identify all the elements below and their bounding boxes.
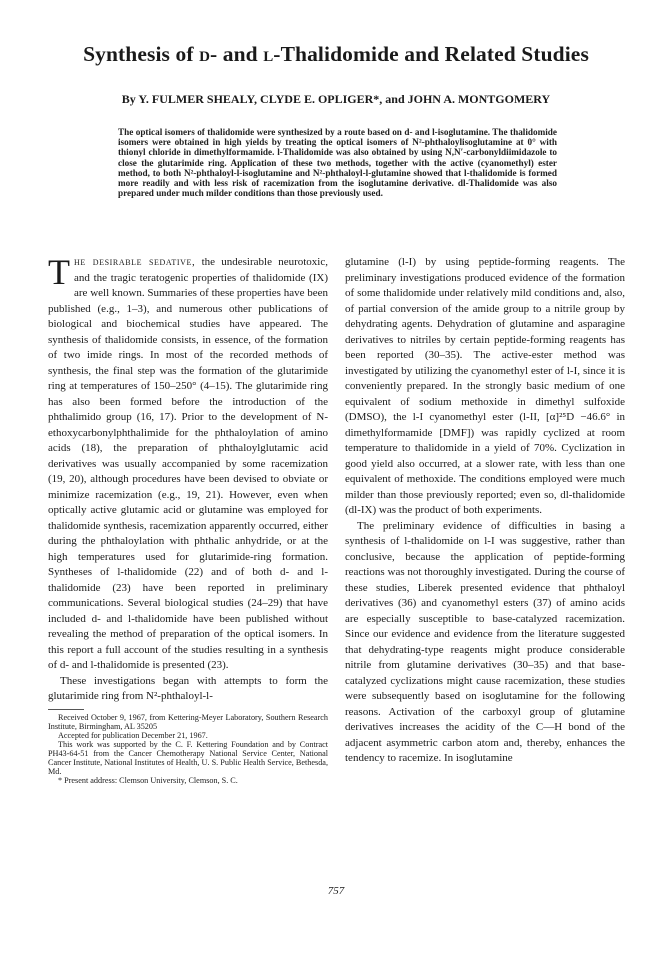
footnote: Received October 9, 1967, from Kettering-Meyer Laboratory, Southern Research Institute, Birmingham, AL 35205 xyxy=(48,712,328,731)
abstract: The optical isomers of thalidomide were synthesized by a route based on d- and l-isoglutamine. The thalidomide isomers were obtained in high yields by treating the optical isomers of N²-phthaloylisoglutamine at 0° with thionyl chloride in dimethylformamide. l-Thalidomide was also obtained by using N,N′-carbonyldiimidazole to close the glutarimide ring. Application of these two methods, together with the active (cyanomethyl) ester method, to both N²-phthaloyl-l-isoglutamine and N²-phthaloyl-l-glutamine showed that l-thalidomide is formed more readily and with less risk of racemization from the isoglutamine derivative. dl-Thalidomide was also prepared under much milder conditions than those previously used. xyxy=(118,127,557,199)
title-l-prefix: l- xyxy=(263,42,281,66)
title-part: and xyxy=(217,42,264,66)
footnote: This work was supported by the C. F. Kettering Foundation and by Contract PH43-64-51 from the Cancer Chemotherapy National Service Center, National Cancer Institute, National Institutes of Health, U. S. Public Health Service, Bethesda, Md. xyxy=(48,739,328,776)
footnote: Accepted for publication December 21, 1967. xyxy=(58,730,208,740)
title-d-prefix: d- xyxy=(199,42,218,66)
paragraph: The preliminary evidence of difficulties in basing a synthesis of l-thalidomide on l-I was suggestive, rather than conclusive, because the application of peptide-forming reactions was not thoroughly investigated. During the course of these studies, Liberek presented evidence that phthaloyl derivatives (36) and cyanomethyl esters (37) of amino acids are especially susceptible to base-catalyzed racemization. Since our evidence and evidence from the literature suggested that dehydrating-type reagents might produce considerable nitrile from glutamine derivatives (30–35) and that base-catalyzed cyclizations might cause racemization, these studies were subsequently based on isoglutamine for the following reasons. Activation of the carboxyl group of glutamine derivatives increases the acidity of the C—H bond of the adjacent asymmetric carbon atom and, thereby, enhances the tendency to racemize. In isoglutamine xyxy=(345,519,625,764)
footnotes xyxy=(48,713,328,785)
title-part: Synthesis of xyxy=(83,42,200,66)
title-part: Thalidomide and Related Studies xyxy=(280,42,589,66)
lead-in-text: he desirable sedative, xyxy=(74,256,196,268)
intro-paragraph xyxy=(48,252,328,674)
paragraph-text: the undesirable neurotoxic, and the tragic teratogenic properties of thalidomide (IX) are well known. Summaries of these properties have been published (e.g., 1–3), and numerous other publications of biological and biochemical studies have appeared. The synthesis of thalidomide consists, in essence, of the formation of two imide rings. In most of the recorded methods of synthesis, the final step was the formation of the glutarimide ring at temperatures of 150–250° (4–15). The glutarimide ring has also been formed before the introduction of the phthalimido group (16, 17). Prior to the development of N-ethoxycarbonylphthalimide for the phthaloylation of amino acids (18), the preparation of phthaloylglutamic acid derivatives was usually accompanied by some racemization (19, 20), although procedures have been devised to obviate or minimize racemization (e.g., 19, 21). However, even when optically active glutamic acid or glutamine was employed for thalidomide synthesis, racemization apparently occurred, either during the phthaloylation with phthalic anhydride, or at the high temperatures used for glutarimide-ring formation. Syntheses of l-thalidomide (22) and of both d- and l-thalidomide (23) have been reported in preliminary communications. Several biological studies (24–29) that have included d- and l-thalidomide have been published without revealing the method of preparation of the optical isomers. In this report a full account of the studies resulting in a synthesis of d- and l-thalidomide is presented (23). xyxy=(48,256,328,671)
page-number: 757 xyxy=(327,885,345,897)
paragraph: glutamine (l-I) by using peptide-forming reagents. The preliminary investigations produced evidence of the formation of some thalidomide under relatively mild conditions and, also, of partial conversion of the amide group to a nitrile group by dehydrating agents. Dehydration of glutamine and asparagine derivatives to nitriles by certain peptide-forming reagents has been reported (30–35). The active-ester method was investigated by utilizing the cyanomethyl ester of l-I, since it is conveniently prepared. In the strongly basic medium of one equivalent of sodium methoxide in dimethyl sulfoxide (DMSO), the l-I cyanomethyl ester (l-II, [α]²⁵D −46.6° in dimethylformamide [DMF]) was rapidly cyclized at room temperature to thalidomide in a yield of 70%. Cyclization in good yield also occurred, at a slower rate, with less than one equivalent of methoxide. The conditions employed were much milder than those previously reported; even so, dl-thalidomide (dl-IX) was the product of both experiments. xyxy=(345,256,625,516)
author-line: By Y. FULMER SHEALY, CLYDE E. OPLIGER*, and JOHN A. MONTGOMERY xyxy=(121,92,551,106)
footnote-rule xyxy=(48,709,84,710)
right-column xyxy=(345,255,625,767)
drop-cap: T xyxy=(48,252,70,292)
footnote: * Present address: Clemson University, Clemson, S. C. xyxy=(58,775,238,785)
paragraph: These investigations began with attempts to form the glutarimide ring from N²-phthaloyl-l- xyxy=(48,674,328,702)
left-column xyxy=(48,252,328,785)
paper-title xyxy=(0,42,672,67)
